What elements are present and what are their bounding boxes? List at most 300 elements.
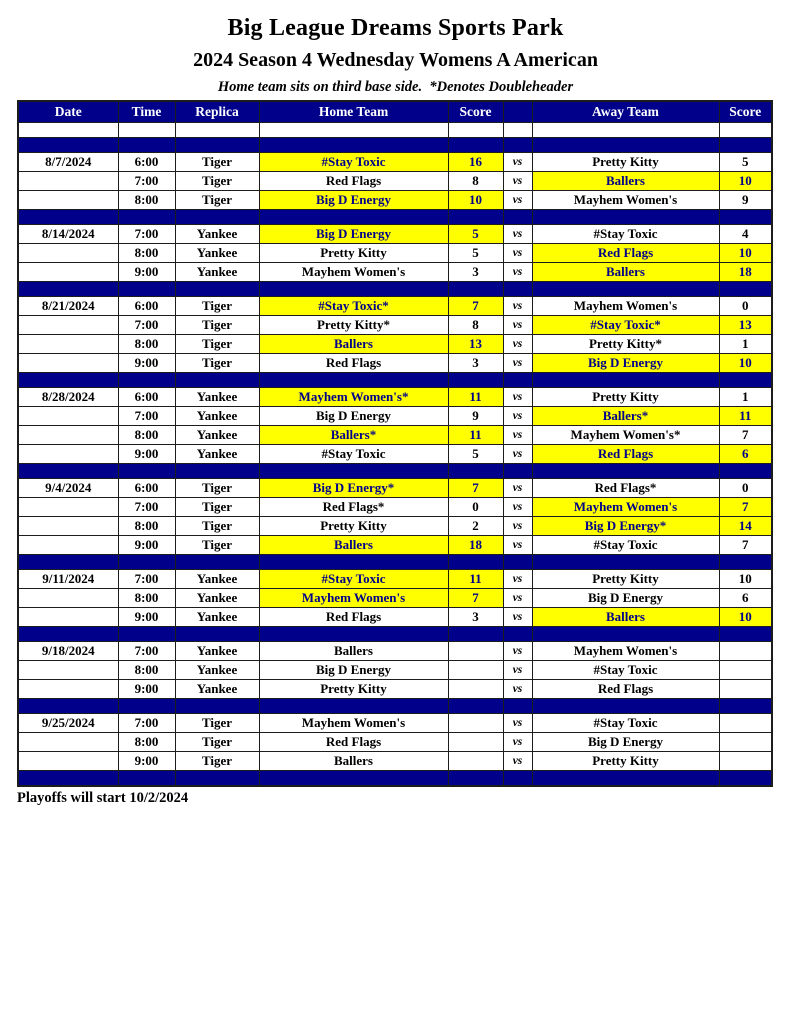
away-score-cell: 10 <box>719 570 772 589</box>
away-team-cell: #Stay Toxic <box>532 536 719 555</box>
replica-cell: Tiger <box>175 335 259 354</box>
game-row <box>18 426 772 445</box>
time-cell: 6:00 <box>118 388 175 407</box>
time-cell: 7:00 <box>118 642 175 661</box>
time-cell: 7:00 <box>118 225 175 244</box>
home-score-cell: 2 <box>448 517 503 536</box>
separator-row-cell <box>18 555 118 570</box>
vs-cell: vs <box>503 354 532 373</box>
date-cell <box>18 172 118 191</box>
home-score-cell: 7 <box>448 479 503 498</box>
replica-cell: Yankee <box>175 445 259 464</box>
time-cell: 6:00 <box>118 479 175 498</box>
away-team-cell: #Stay Toxic* <box>532 316 719 335</box>
replica-cell: Yankee <box>175 589 259 608</box>
away-score-cell: 6 <box>719 445 772 464</box>
table-body <box>18 123 772 787</box>
separator-row <box>18 373 772 388</box>
home-team-cell: Ballers <box>259 752 448 771</box>
home-score-cell <box>448 680 503 699</box>
away-team-cell: Mayhem Women's <box>532 191 719 210</box>
schedule-table <box>17 100 773 787</box>
game-row <box>18 714 772 733</box>
game-row <box>18 536 772 555</box>
separator-row-cell <box>175 373 259 388</box>
separator-row-cell <box>503 138 532 153</box>
vs-cell: vs <box>503 642 532 661</box>
away-score-cell <box>719 661 772 680</box>
game-row <box>18 661 772 680</box>
away-team-cell: #Stay Toxic <box>532 714 719 733</box>
replica-cell: Tiger <box>175 752 259 771</box>
separator-row-cell <box>532 555 719 570</box>
separator-row-cell <box>448 210 503 225</box>
separator-row-cell <box>448 464 503 479</box>
game-row <box>18 608 772 627</box>
replica-cell: Yankee <box>175 661 259 680</box>
replica-cell: Yankee <box>175 608 259 627</box>
game-row <box>18 680 772 699</box>
separator-row-cell <box>175 282 259 297</box>
separator-row-cell <box>532 282 719 297</box>
date-cell <box>18 191 118 210</box>
replica-cell: Yankee <box>175 426 259 445</box>
separator-row-cell <box>259 627 448 642</box>
vs-cell: vs <box>503 388 532 407</box>
separator-row-cell <box>448 138 503 153</box>
home-score-cell: 5 <box>448 225 503 244</box>
separator-row-cell <box>719 627 772 642</box>
separator-row-cell <box>259 373 448 388</box>
separator-row-cell <box>532 627 719 642</box>
time-cell: 7:00 <box>118 498 175 517</box>
vs-cell: vs <box>503 297 532 316</box>
date-cell <box>18 733 118 752</box>
vs-cell: vs <box>503 661 532 680</box>
separator-row-cell <box>18 699 118 714</box>
away-team-cell: Ballers* <box>532 407 719 426</box>
away-team-cell: Pretty Kitty* <box>532 335 719 354</box>
date-cell <box>18 589 118 608</box>
home-team-cell: Ballers <box>259 335 448 354</box>
game-row <box>18 153 772 172</box>
time-cell: 6:00 <box>118 297 175 316</box>
home-team-cell: #Stay Toxic* <box>259 297 448 316</box>
home-team-cell: Pretty Kitty <box>259 680 448 699</box>
separator-row-cell <box>503 282 532 297</box>
separator-row-cell <box>719 464 772 479</box>
replica-cell: Tiger <box>175 316 259 335</box>
game-row <box>18 752 772 771</box>
separator-row-cell <box>532 464 719 479</box>
date-cell <box>18 661 118 680</box>
away-score-cell <box>719 714 772 733</box>
date-cell <box>18 263 118 282</box>
vs-cell: vs <box>503 589 532 608</box>
away-score-cell: 5 <box>719 153 772 172</box>
home-team-cell: Big D Energy* <box>259 479 448 498</box>
date-cell <box>18 498 118 517</box>
vs-cell: vs <box>503 752 532 771</box>
spacer-row-cell <box>18 123 118 138</box>
away-team-cell: Big D Energy <box>532 354 719 373</box>
time-cell: 8:00 <box>118 335 175 354</box>
date-cell: 8/14/2024 <box>18 225 118 244</box>
separator-row-cell <box>503 699 532 714</box>
page-header <box>0 0 791 96</box>
spacer-row-cell <box>448 123 503 138</box>
home-team-cell: Mayhem Women's <box>259 714 448 733</box>
home-team-cell: Big D Energy <box>259 407 448 426</box>
away-team-cell: Red Flags <box>532 445 719 464</box>
home-team-cell: Ballers <box>259 642 448 661</box>
date-cell <box>18 536 118 555</box>
date-cell: 9/4/2024 <box>18 479 118 498</box>
game-row <box>18 335 772 354</box>
column-header-score: Score <box>719 101 772 123</box>
column-header-date: Date <box>18 101 118 123</box>
away-team-cell: Ballers <box>532 172 719 191</box>
game-row <box>18 354 772 373</box>
vs-cell: vs <box>503 191 532 210</box>
away-team-cell: Mayhem Women's <box>532 297 719 316</box>
away-score-cell: 10 <box>719 354 772 373</box>
replica-cell: Yankee <box>175 244 259 263</box>
away-score-cell: 7 <box>719 426 772 445</box>
home-team-cell: #Stay Toxic <box>259 445 448 464</box>
home-score-cell <box>448 714 503 733</box>
separator-row-cell <box>719 555 772 570</box>
separator-row-cell <box>118 282 175 297</box>
separator-row-cell <box>259 210 448 225</box>
away-score-cell: 11 <box>719 407 772 426</box>
separator-row-cell <box>259 464 448 479</box>
separator-row <box>18 555 772 570</box>
time-cell: 6:00 <box>118 153 175 172</box>
separator-row-cell <box>259 138 448 153</box>
game-row <box>18 407 772 426</box>
separator-row-cell <box>18 627 118 642</box>
away-score-cell: 7 <box>719 498 772 517</box>
separator-row-cell <box>503 210 532 225</box>
replica-cell: Yankee <box>175 570 259 589</box>
separator-row-cell <box>118 699 175 714</box>
game-row <box>18 642 772 661</box>
home-score-cell: 3 <box>448 354 503 373</box>
page-title: Big League Dreams Sports Park <box>227 15 564 41</box>
home-team-cell: #Stay Toxic <box>259 153 448 172</box>
date-cell <box>18 680 118 699</box>
time-cell: 9:00 <box>118 445 175 464</box>
vs-cell: vs <box>503 335 532 354</box>
date-cell: 9/18/2024 <box>18 642 118 661</box>
date-cell <box>18 335 118 354</box>
separator-row-cell <box>259 771 448 787</box>
home-team-cell: Mayhem Women's <box>259 263 448 282</box>
away-score-cell: 1 <box>719 388 772 407</box>
column-header-home-team: Home Team <box>259 101 448 123</box>
separator-row <box>18 210 772 225</box>
game-row <box>18 570 772 589</box>
date-cell: 8/28/2024 <box>18 388 118 407</box>
date-cell: 9/11/2024 <box>18 570 118 589</box>
separator-row-cell <box>503 627 532 642</box>
replica-cell: Tiger <box>175 714 259 733</box>
separator-row-cell <box>118 138 175 153</box>
away-score-cell: 10 <box>719 172 772 191</box>
separator-row <box>18 771 772 787</box>
separator-row-cell <box>532 373 719 388</box>
separator-row-cell <box>118 555 175 570</box>
time-cell: 8:00 <box>118 589 175 608</box>
time-cell: 7:00 <box>118 172 175 191</box>
separator-row-cell <box>175 699 259 714</box>
time-cell: 7:00 <box>118 407 175 426</box>
table-header-row <box>18 101 772 123</box>
away-team-cell: Ballers <box>532 263 719 282</box>
spacer-row-cell <box>118 123 175 138</box>
replica-cell: Yankee <box>175 388 259 407</box>
separator-row-cell <box>503 464 532 479</box>
time-cell: 7:00 <box>118 714 175 733</box>
separator-row-cell <box>118 373 175 388</box>
separator-row-cell <box>259 699 448 714</box>
away-team-cell: Mayhem Women's* <box>532 426 719 445</box>
playoffs-note: Playoffs will start 10/2/2024 <box>17 790 189 806</box>
away-team-cell: Pretty Kitty <box>532 153 719 172</box>
home-score-cell: 5 <box>448 445 503 464</box>
spacer-row-cell <box>532 123 719 138</box>
replica-cell: Tiger <box>175 354 259 373</box>
separator-row-cell <box>118 210 175 225</box>
time-cell: 8:00 <box>118 191 175 210</box>
game-row <box>18 479 772 498</box>
separator-row-cell <box>175 464 259 479</box>
game-row <box>18 297 772 316</box>
away-score-cell: 18 <box>719 263 772 282</box>
game-row <box>18 225 772 244</box>
time-cell: 9:00 <box>118 680 175 699</box>
time-cell: 9:00 <box>118 263 175 282</box>
vs-cell: vs <box>503 680 532 699</box>
separator-row-cell <box>532 138 719 153</box>
separator-row-cell <box>448 627 503 642</box>
home-team-cell: Red Flags <box>259 354 448 373</box>
column-header-replica: Replica <box>175 101 259 123</box>
away-score-cell <box>719 752 772 771</box>
vs-cell: vs <box>503 517 532 536</box>
vs-cell: vs <box>503 570 532 589</box>
separator-row-cell <box>448 373 503 388</box>
date-cell <box>18 316 118 335</box>
home-score-cell: 10 <box>448 191 503 210</box>
home-score-cell: 5 <box>448 244 503 263</box>
date-cell: 9/25/2024 <box>18 714 118 733</box>
vs-cell: vs <box>503 426 532 445</box>
date-cell <box>18 354 118 373</box>
time-cell: 8:00 <box>118 661 175 680</box>
separator-row <box>18 464 772 479</box>
home-team-cell: Big D Energy <box>259 661 448 680</box>
away-team-cell: Big D Energy <box>532 589 719 608</box>
vs-cell: vs <box>503 733 532 752</box>
separator-row-cell <box>719 138 772 153</box>
replica-cell: Tiger <box>175 498 259 517</box>
separator-row-cell <box>448 282 503 297</box>
away-team-cell: Pretty Kitty <box>532 752 719 771</box>
home-score-cell: 3 <box>448 608 503 627</box>
separator-row-cell <box>175 627 259 642</box>
separator-row-cell <box>259 555 448 570</box>
replica-cell: Tiger <box>175 297 259 316</box>
home-score-cell <box>448 661 503 680</box>
home-team-cell: Big D Energy <box>259 225 448 244</box>
away-score-cell: 0 <box>719 479 772 498</box>
vs-cell: vs <box>503 244 532 263</box>
separator-row-cell <box>532 210 719 225</box>
away-score-cell: 6 <box>719 589 772 608</box>
page-subtitle: 2024 Season 4 Wednesday Womens A American <box>193 49 598 71</box>
home-team-cell: Red Flags <box>259 172 448 191</box>
separator-row-cell <box>18 771 118 787</box>
replica-cell: Tiger <box>175 517 259 536</box>
separator-row-cell <box>18 138 118 153</box>
vs-cell: vs <box>503 172 532 191</box>
time-cell: 9:00 <box>118 608 175 627</box>
separator-row-cell <box>118 627 175 642</box>
column-header-score: Score <box>448 101 503 123</box>
separator-row-cell <box>719 210 772 225</box>
replica-cell: Tiger <box>175 153 259 172</box>
page-note: Home team sits on third base side. *Denotes Doubleheader <box>217 79 574 95</box>
time-cell: 8:00 <box>118 517 175 536</box>
separator-row-cell <box>18 373 118 388</box>
date-cell <box>18 608 118 627</box>
separator-row-cell <box>719 771 772 787</box>
away-score-cell: 7 <box>719 536 772 555</box>
separator-row-cell <box>175 210 259 225</box>
vs-cell: vs <box>503 479 532 498</box>
home-team-cell: Red Flags <box>259 608 448 627</box>
home-team-cell: #Stay Toxic <box>259 570 448 589</box>
time-cell: 7:00 <box>118 570 175 589</box>
column-header-away-team: Away Team <box>532 101 719 123</box>
separator-row-cell <box>448 699 503 714</box>
column-header-time: Time <box>118 101 175 123</box>
replica-cell: Tiger <box>175 733 259 752</box>
game-row <box>18 517 772 536</box>
home-score-cell <box>448 733 503 752</box>
separator-row-cell <box>503 771 532 787</box>
separator-row-cell <box>18 464 118 479</box>
date-cell <box>18 244 118 263</box>
separator-row-cell <box>719 699 772 714</box>
time-cell: 8:00 <box>118 733 175 752</box>
separator-row-cell <box>259 282 448 297</box>
away-score-cell: 4 <box>719 225 772 244</box>
away-score-cell <box>719 642 772 661</box>
away-team-cell: Mayhem Women's <box>532 642 719 661</box>
time-cell: 9:00 <box>118 354 175 373</box>
spacer-row-cell <box>259 123 448 138</box>
away-score-cell: 10 <box>719 244 772 263</box>
away-team-cell: Red Flags <box>532 680 719 699</box>
home-score-cell: 3 <box>448 263 503 282</box>
separator-row-cell <box>18 210 118 225</box>
separator-row-cell <box>532 699 719 714</box>
replica-cell: Yankee <box>175 642 259 661</box>
spacer-row-cell <box>719 123 772 138</box>
separator-row <box>18 282 772 297</box>
vs-cell: vs <box>503 225 532 244</box>
home-score-cell: 8 <box>448 172 503 191</box>
date-cell: 8/7/2024 <box>18 153 118 172</box>
game-row <box>18 172 772 191</box>
away-team-cell: Pretty Kitty <box>532 570 719 589</box>
away-score-cell <box>719 733 772 752</box>
replica-cell: Yankee <box>175 263 259 282</box>
separator-row-cell <box>448 555 503 570</box>
date-cell <box>18 752 118 771</box>
game-row <box>18 388 772 407</box>
away-team-cell: #Stay Toxic <box>532 225 719 244</box>
away-team-cell: Red Flags* <box>532 479 719 498</box>
replica-cell: Yankee <box>175 407 259 426</box>
home-team-cell: Red Flags* <box>259 498 448 517</box>
home-score-cell: 0 <box>448 498 503 517</box>
vs-cell: vs <box>503 536 532 555</box>
vs-cell: vs <box>503 498 532 517</box>
separator-row-cell <box>448 771 503 787</box>
home-team-cell: Ballers* <box>259 426 448 445</box>
time-cell: 7:00 <box>118 316 175 335</box>
replica-cell: Yankee <box>175 680 259 699</box>
game-row <box>18 191 772 210</box>
vs-cell: vs <box>503 263 532 282</box>
time-cell: 9:00 <box>118 536 175 555</box>
column-header-vs <box>503 101 532 123</box>
home-score-cell: 7 <box>448 297 503 316</box>
home-score-cell: 11 <box>448 570 503 589</box>
vs-cell: vs <box>503 153 532 172</box>
game-row <box>18 733 772 752</box>
date-cell <box>18 517 118 536</box>
game-row <box>18 589 772 608</box>
spacer-row <box>18 123 772 138</box>
away-score-cell <box>719 680 772 699</box>
vs-cell: vs <box>503 445 532 464</box>
away-score-cell: 1 <box>719 335 772 354</box>
away-team-cell: Big D Energy* <box>532 517 719 536</box>
home-score-cell <box>448 752 503 771</box>
home-score-cell: 16 <box>448 153 503 172</box>
home-score-cell: 18 <box>448 536 503 555</box>
vs-cell: vs <box>503 407 532 426</box>
home-score-cell: 11 <box>448 388 503 407</box>
separator-row-cell <box>175 771 259 787</box>
separator-row-cell <box>18 282 118 297</box>
separator-row-cell <box>175 138 259 153</box>
game-row <box>18 244 772 263</box>
game-row <box>18 445 772 464</box>
game-row <box>18 498 772 517</box>
date-cell <box>18 445 118 464</box>
home-team-cell: Pretty Kitty <box>259 244 448 263</box>
separator-row <box>18 627 772 642</box>
home-team-cell: Ballers <box>259 536 448 555</box>
home-team-cell: Mayhem Women's* <box>259 388 448 407</box>
replica-cell: Tiger <box>175 172 259 191</box>
